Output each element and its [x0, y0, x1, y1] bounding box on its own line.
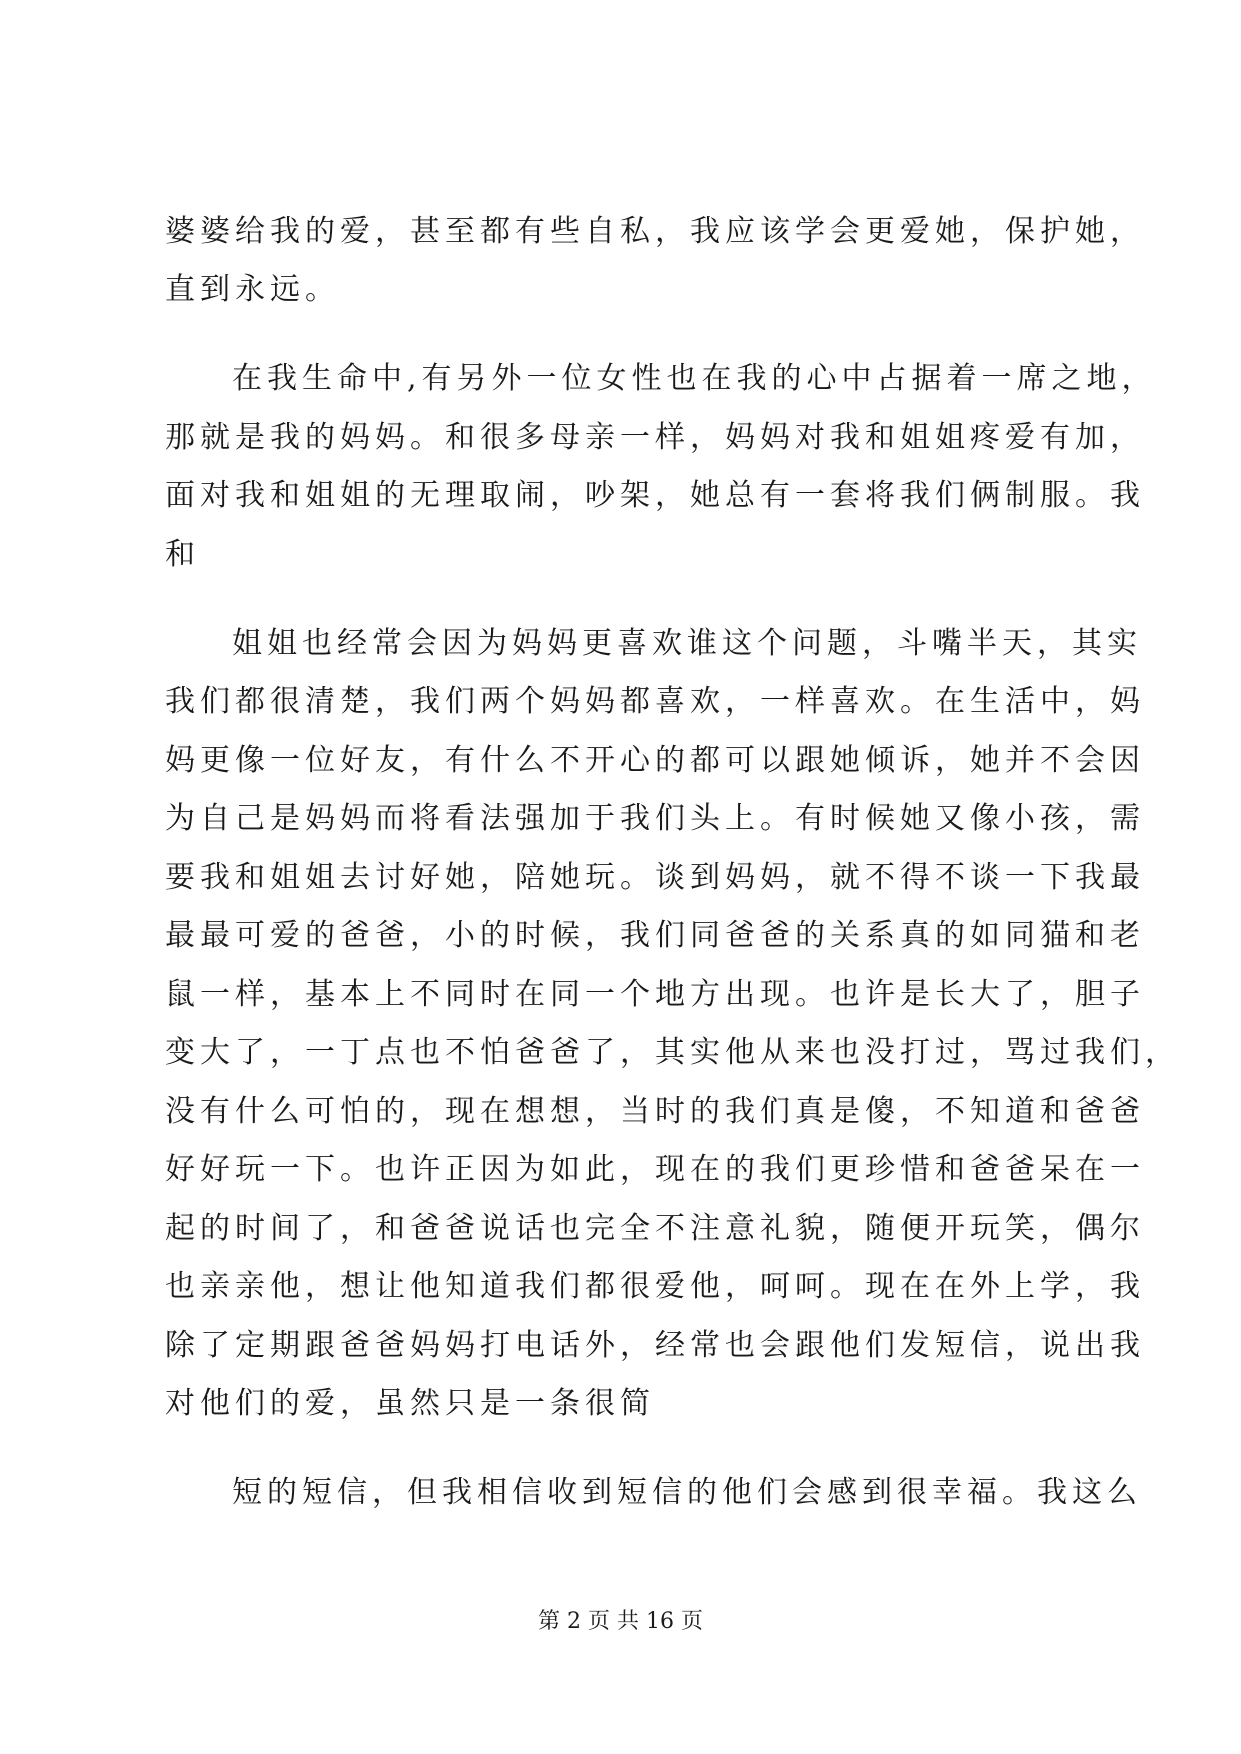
- text-line: 面对我和姐姐的无理取闹，吵架，她总有一套将我们俩制服。我: [165, 478, 1145, 513]
- text-line: 对他们的爱，虽然只是一条很简: [165, 1386, 655, 1421]
- text-line: 没有什么可怕的，现在想想，当时的我们真是傻，不知道和爸爸: [165, 1094, 1145, 1129]
- text-line: 那就是我的妈妈。和很多母亲一样，妈妈对我和姐姐疼爱有加，: [165, 420, 1145, 455]
- text-line: 鼠一样，基本上不同时在同一个地方出现。也许是长大了，胆子: [165, 977, 1145, 1012]
- text-line: 我们都很清楚，我们两个妈妈都喜欢，一样喜欢。在生活中，妈: [165, 684, 1145, 719]
- text-line: 直到永远。: [165, 272, 340, 307]
- text-line: 好好玩一下。也许正因为如此，现在的我们更珍惜和爸爸呆在一: [165, 1152, 1145, 1187]
- text-line: 和: [165, 537, 200, 572]
- text-line: 起的时间了，和爸爸说话也完全不注意礼貌，随便开玩笑，偶尔: [165, 1211, 1145, 1246]
- paragraph-first-line: 姐姐也经常会因为妈妈更喜欢谁这个问题，斗嘴半天，其实: [232, 626, 1142, 661]
- paragraph-first-line: 在我生命中,有另外一位女性也在我的心中占据着一席之地，: [232, 361, 1157, 396]
- text-line: 除了定期跟爸爸妈妈打电话外，经常也会跟他们发短信，说出我: [165, 1328, 1145, 1363]
- paragraph-first-line: 短的短信，但我相信收到短信的他们会感到很幸福。我这么: [232, 1475, 1142, 1510]
- text-line: 婆婆给我的爱，甚至都有些自私，我应该学会更爱她，保护她，: [165, 214, 1145, 249]
- page-number-footer: 第 2 页 共 16 页: [538, 1609, 703, 1634]
- text-line: 变大了，一丁点也不怕爸爸了，其实他从来也没打过，骂过我们，: [165, 1035, 1180, 1070]
- text-line: 最最可爱的爸爸，小的时候，我们同爸爸的关系真的如同猫和老: [165, 918, 1145, 953]
- text-line: 为自己是妈妈而将看法强加于我们头上。有时候她又像小孩，需: [165, 801, 1145, 836]
- text-line: 要我和姐姐去讨好她，陪她玩。谈到妈妈，就不得不谈一下我最: [165, 860, 1145, 895]
- text-line: 也亲亲他，想让他知道我们都很爱他，呵呵。现在在外上学，我: [165, 1269, 1145, 1304]
- text-line: 妈更像一位好友，有什么不开心的都可以跟她倾诉，她并不会因: [165, 743, 1145, 778]
